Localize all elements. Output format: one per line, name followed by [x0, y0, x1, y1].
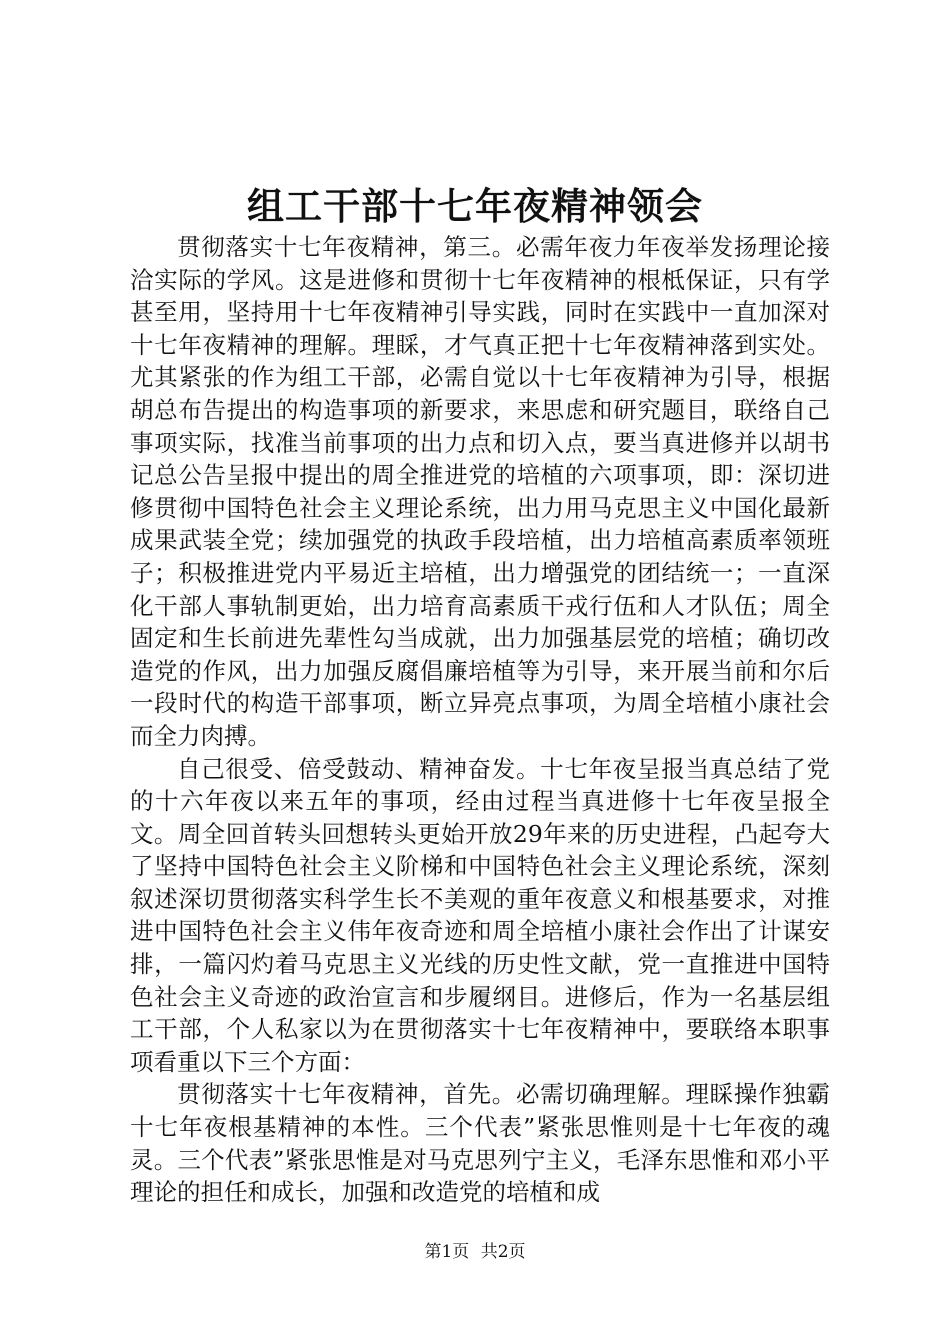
- page-title: 组工干部十七年夜精神领会: [247, 184, 703, 228]
- paragraph: 自己很受、倍受鼓动、精神奋发。十七年夜呈报当真总结了党的十六年夜以来五年的事项，经由过程当真进修十七年夜呈报全文。周全回首转头回想转头更始开放29年来的历史进程，凸起夸大了坚持中国特色社会主义阶梯和中国特色社会主义理论系统，深刻叙述深切贯彻落实科学生长不美观的重年夜意义和根基要求，对推进中国特色社会主义伟年夜奇迹和周全培植小康社会作出了计谋安排，一篇闪灼着马克思主义光线的历史性文献，党一直推进中国特色社会主义奇迹的政治宣言和步履纲目。进修后，作为一名基层组工干部，个人私家以为在贯彻落实十七年夜精神中，要联络本职事项看重以下三个方面：: [130, 754, 830, 1076]
- paragraph: 贯彻落实十七年夜精神，首先。必需切确理解。理睬操作独霸十七年夜根基精神的本性。三个代表”紧张思惟则是十七年夜的魂灵。三个代表”紧张思惟是对马克思列宁主义，毛泽东思惟和邓小平理论的担任和成长，加强和改造党的培植和成: [130, 1080, 830, 1207]
- page-total: 共2页: [480, 1242, 526, 1262]
- page-number: 第1页: [424, 1242, 470, 1262]
- document-body: [130, 231, 830, 1209]
- page-footer: [0, 1240, 950, 1264]
- paragraph: 贯彻落实十七年夜精神，第三。必需年夜力年夜举发扬理论接洽实际的学风。这是进修和贯彻十七年夜精神的根柢保证，只有学甚至用，坚持用十七年夜精神引导实践，同时在实践中一直加深对十七年夜精神的理解。理睬，才气真正把十七年夜精神落到实处。尤其紧张的作为组工干部，必需自觉以十七年夜精神为引导，根据胡总布告提出的构造事项的新要求，来思虑和研究题目，联络自己事项实际，找准当前事项的出力点和切入点，要当真进修并以胡书记总公告呈报中提出的周全推进党的培植的六项事项，即：深切进修贯彻中国特色社会主义理论系统，出力用马克思主义中国化最新成果武装全党；续加强党的执政手段培植，出力培植高素质率领班子；积极推进党内平易近主培植，出力增强党的团结统一；一直深化干部人事轨制更始，出力培育高素质干戎行伍和人才队伍；周全固定和生长前进先辈性勾当成就，出力加强基层党的培植；确切改造党的作风，出力加强反腐倡廉培植等为引导，来开展当前和尔后一段时代的构造干部事项，断立异亮点事项，为周全培植小康社会而全力肉搏。: [130, 233, 830, 750]
